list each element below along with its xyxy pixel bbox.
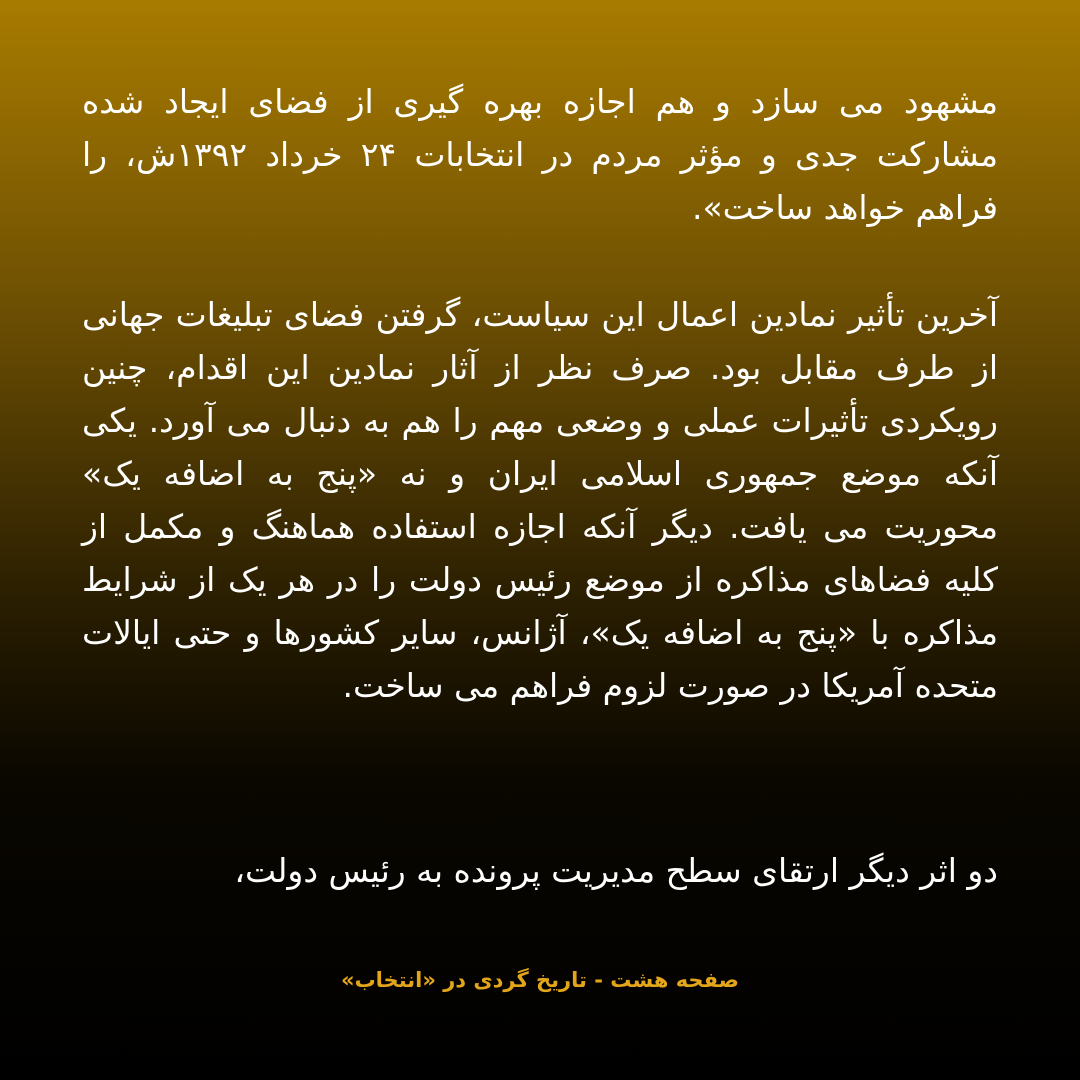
- page-footer: صفحه هشت - تاریخ گردی در «انتخاب»: [341, 968, 739, 992]
- paragraph-continuation: مشهود می سازد و هم اجازه بهره گیری از فضای ایجاد شده مشارکت جدی و مؤثر مردم در انتخابات ۲۴ خرداد ۱۳۹۲ش، را فراهم خواهد ساخت».: [82, 82, 998, 227]
- paragraph-other-effects: دو اثر دیگر ارتقای سطح مدیریت پرونده به رئیس دولت،: [234, 851, 998, 890]
- paragraph-symbolic-effect: آخرین تأثیر نمادین اعمال این سیاست، گرفتن فضای تبلیغات جهانی از طرف مقابل بود. صرف نظر از آثار نمادین این اقدام، چنین رویکردی تأثیرات عملی و وضعی مهم را هم به دنبال می آورد. یکی آنکه موضع جمهوری اسلامی ایران و نه «پنج به اضافه یک» محوریت می یافت. دیگر آنکه اجازه استفاده هماهنگ و مکمل از کلیه فضاهای مذاکره از موضع رئیس دولت را در هر یک از شرایط مذاکره با «پنج به اضافه یک»، آژانس، سایر کشورها و حتی ایالات متحده آمریکا در صورت لزوم فراهم می ساخت.: [82, 295, 998, 705]
